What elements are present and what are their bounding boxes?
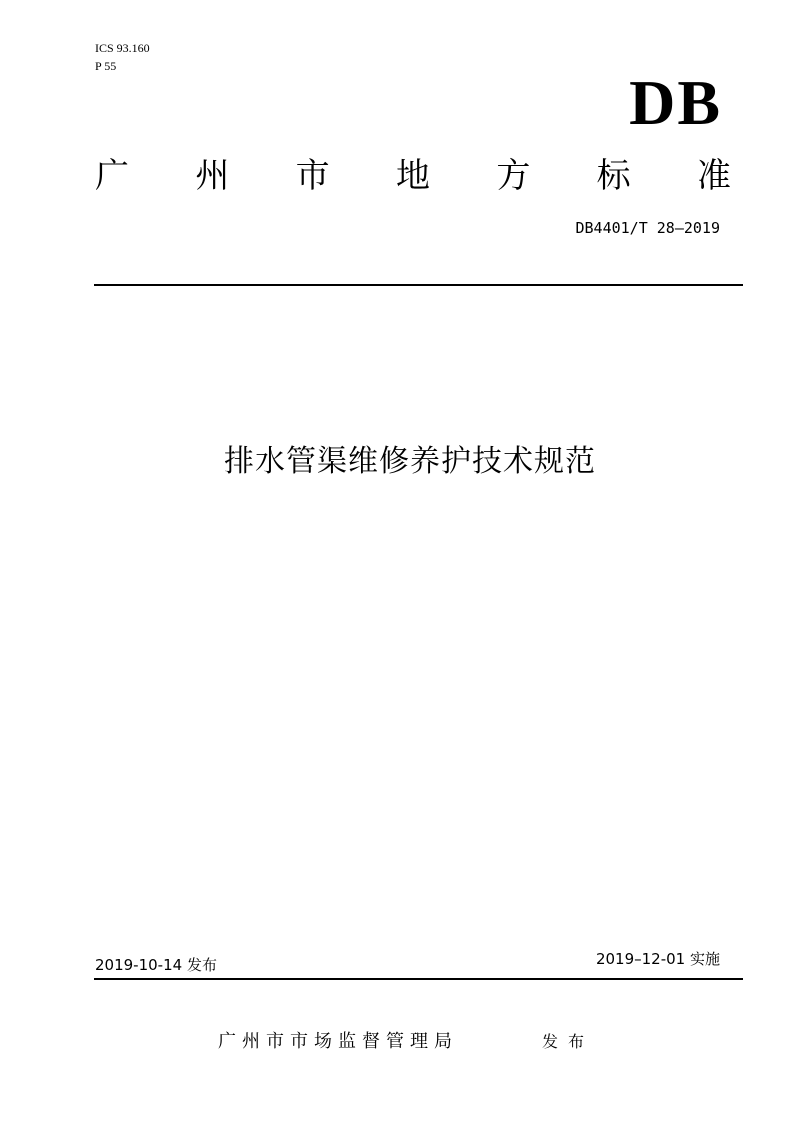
ccs-code: P 55 bbox=[95, 59, 117, 73]
top-divider bbox=[94, 284, 743, 286]
standard-type-char: 标 bbox=[596, 156, 631, 196]
issuing-authority: 广州市市场监督管理局 bbox=[218, 1031, 458, 1052]
implementation-date: 2019–12-01 实施 bbox=[595, 950, 720, 968]
standard-type-char: 市 bbox=[295, 156, 330, 196]
ics-code: ICS 93.160 bbox=[95, 41, 150, 55]
db-logo: DB bbox=[629, 67, 722, 138]
standard-type-title bbox=[95, 154, 731, 198]
standard-type-char: 广 bbox=[95, 156, 129, 196]
bottom-divider bbox=[94, 978, 743, 980]
standard-type-char: 准 bbox=[696, 156, 731, 196]
document-title: 排水管渠维修养护技术规范 bbox=[224, 444, 596, 479]
standard-type-char: 州 bbox=[195, 156, 230, 196]
issue-date: 2019-10-14 发布 bbox=[95, 956, 217, 974]
publish-label: 发布 bbox=[542, 1032, 595, 1051]
standard-type-char: 方 bbox=[496, 156, 531, 196]
standard-type-char: 地 bbox=[395, 156, 430, 196]
standard-number: DB4401/T 28—2019 bbox=[575, 219, 720, 237]
